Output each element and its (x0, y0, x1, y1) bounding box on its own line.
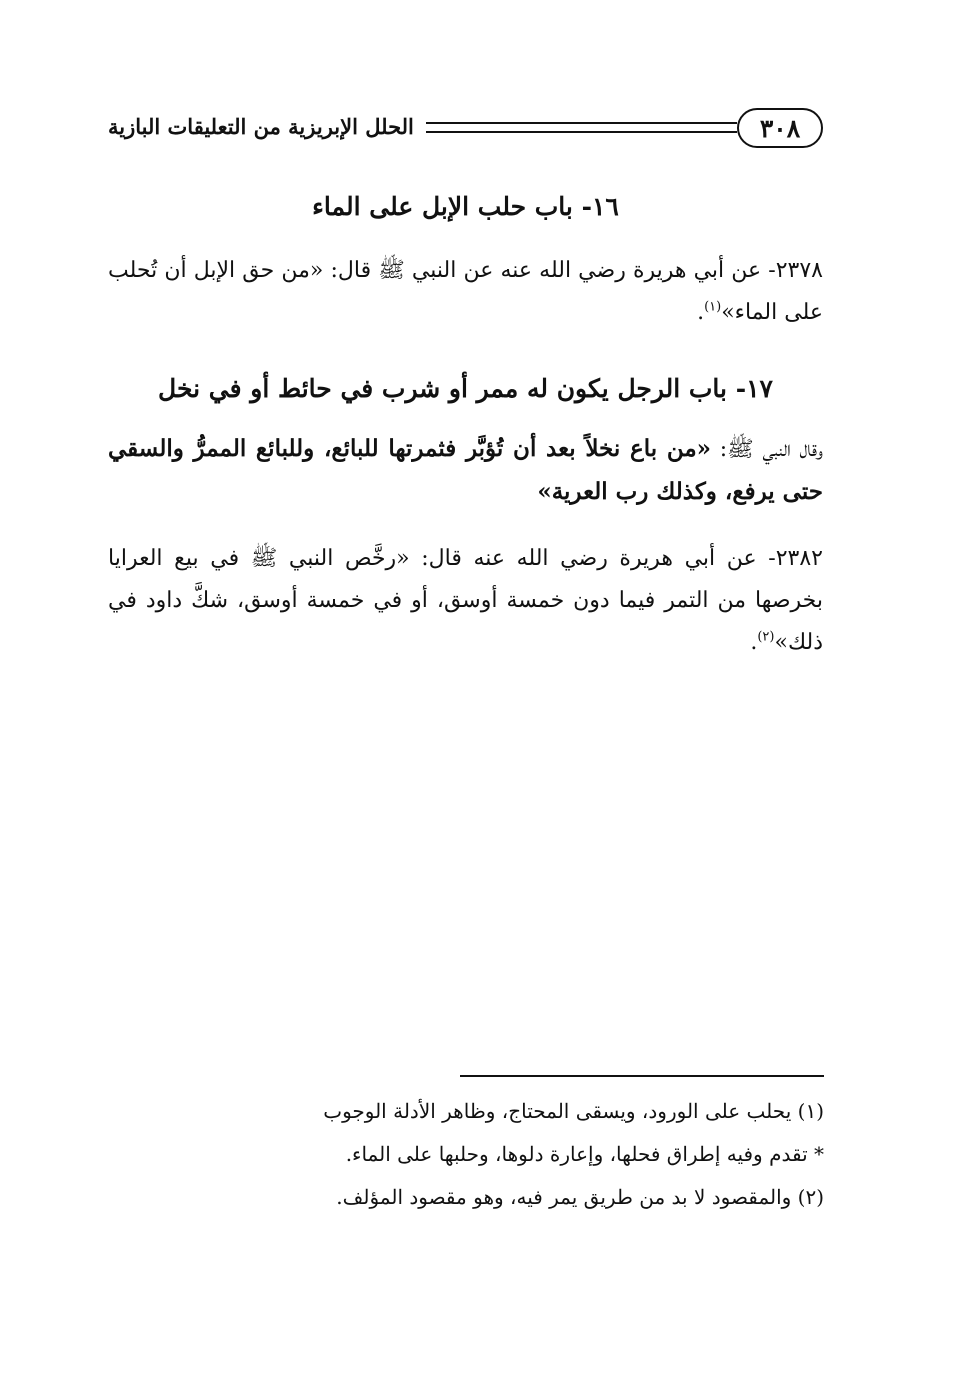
running-header (108, 108, 823, 158)
footnote-ref-1: (١) (704, 299, 722, 315)
page-number: ٣٠٨ (737, 108, 823, 148)
hadith-2378-end: . (697, 300, 705, 325)
hadith-2378 (108, 250, 823, 334)
footnote-ref-2: (٢) (757, 629, 775, 645)
intro-lead: وقال النبي ﷺ: (711, 437, 823, 462)
hadith-2382-end: . (750, 630, 758, 655)
hadith-2382 (108, 538, 823, 664)
intro-quote: «من باع نخلاً بعد أن تُؤبَّر فثمرتها للبائع، وللبائع الممرُّ والسقي حتى يرفع، وكذلك رب العرية» (108, 435, 823, 505)
chapter-16-title: ١٦- باب حلب الإبل على الماء (312, 192, 619, 221)
hadith-2378-text: ٢٣٧٨- عن أبي هريرة رضي الله عنه عن النبي ﷺ قال: «من حق الإبل أن تُحلب على الماء» (108, 258, 823, 325)
chapter-17-intro (108, 428, 823, 514)
chapter-17-title: ١٧- باب الرجل يكون له ممر أو شرب في حائط أو في نخل (158, 374, 773, 403)
footnote-separator (460, 1075, 824, 1077)
hadith-2382-text: ٢٣٨٢- عن أبي هريرة رضي الله عنه قال: «رخَّص النبي ﷺ في بيع العرايا بخرصها من التمر فيما دون خمسة أوسق، أو في خمسة أوسق، شكَّ داود في ذلك» (108, 546, 823, 655)
header-double-rule (426, 122, 737, 133)
running-title: الحلل الإبريزية من التعليقات البازية (108, 114, 414, 139)
footnote-1: (١) يحلب على الورود، ويسقى المحتاج، وظاهر الأدلة الوجوب (323, 1099, 824, 1123)
footnotes (160, 1090, 824, 1219)
footnote-2: (٢) والمقصود لا بد من طريق يمر فيه، وهو مقصود المؤلف. (336, 1185, 824, 1209)
footnote-1-continuation: * تقدم وفيه إطراق فحلها، وإعارة دلوها، وحلبها على الماء. (345, 1142, 824, 1166)
